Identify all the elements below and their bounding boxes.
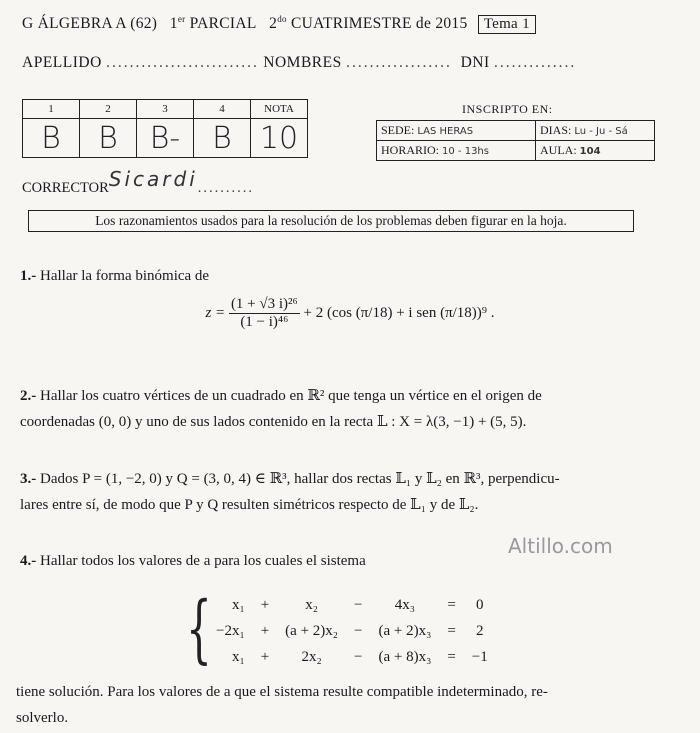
sede-cell <box>377 121 536 141</box>
problem-1-number: 1.- <box>20 268 37 284</box>
dias-cell <box>536 121 655 141</box>
problem-3 <box>20 469 560 488</box>
cuatrimestre-sup: do <box>277 14 287 24</box>
sys-eq: = <box>447 622 456 639</box>
sys-term: −2x₁ <box>216 622 245 639</box>
system-row <box>208 618 496 644</box>
watermark: Altillo.com <box>508 534 613 558</box>
dni-label: DNI <box>460 54 490 71</box>
problem-4 <box>20 553 366 570</box>
problem-4-number: 4.- <box>20 553 37 569</box>
sys-term: 4x₃ <box>394 596 416 613</box>
apellido-field[interactable]: .......................... <box>106 54 259 71</box>
formula-rest: + 2 (cos (π/18) + i sen (π/18))⁹ . <box>303 304 495 321</box>
system-row <box>208 592 496 618</box>
sys-op: + <box>260 648 270 665</box>
problem-4-text: Hallar todos los valores de a para los cuales el sistema <box>40 553 366 569</box>
grade-value: 10 <box>251 119 308 158</box>
sys-term: x₁ <box>231 596 245 613</box>
grade-header: 3 <box>137 100 194 119</box>
grades-value-row <box>23 119 308 158</box>
sys-op: − <box>354 648 363 665</box>
cuatrimestre-label: CUATRIMESTRE de 2015 <box>291 15 468 33</box>
formula-z <box>0 296 700 331</box>
system-brace: { <box>186 586 212 672</box>
problem-4-after1: tiene solución. Para los valores de a que el sistema resulte compatible indeterminado, re- <box>16 684 548 700</box>
system-table <box>208 592 496 670</box>
sys-eq: = <box>447 648 456 665</box>
horario-value: 10 - 13hs <box>442 146 489 157</box>
problem-2-line2: coordenadas (0, 0) y uno de sus lados contenido en la recta 𝕃 : X = λ(3, −1) + (5, 5). <box>20 414 527 430</box>
grade-value: B <box>80 119 137 158</box>
sys-eq: = <box>447 596 456 613</box>
grades-header-row <box>23 100 308 119</box>
nombres-field[interactable]: .................. <box>346 54 452 71</box>
grade-header: 2 <box>80 100 137 119</box>
formula-lhs: z = <box>205 304 226 321</box>
problem-2-number: 2.- <box>20 388 37 404</box>
parcial-sup: er <box>177 14 186 24</box>
parcial-label: PARCIAL <box>189 15 257 33</box>
horario-label: HORARIO: <box>381 143 440 157</box>
apellido-label: APELLIDO <box>22 54 102 71</box>
horario-cell <box>377 141 536 161</box>
grade-value: B <box>23 119 80 158</box>
instructions-note: Los razonamientos usados para la resolución de los problemas deben figurar en la hoja. <box>28 210 634 232</box>
inscripto-table <box>376 120 655 161</box>
exam-title <box>22 14 536 34</box>
corrector-signature: Sicardi <box>108 167 198 191</box>
sys-op: − <box>354 596 363 613</box>
sys-term: (a + 8)x₃ <box>378 648 432 665</box>
corrector-dots: .......... <box>197 180 254 196</box>
sys-rhs: −1 <box>471 648 488 665</box>
sys-term: 2x₂ <box>301 648 322 665</box>
aula-value: 104 <box>579 146 601 157</box>
aula-cell <box>536 141 655 161</box>
sys-term: x₂ <box>305 596 318 613</box>
sede-label: SEDE: <box>381 123 415 137</box>
grade-header: 1 <box>23 100 80 119</box>
dni-field[interactable]: .............. <box>494 54 577 71</box>
formula-denominator: (1 − i)⁴⁶ <box>240 314 289 330</box>
course-name: G ÁLGEBRA A (62) <box>22 15 158 33</box>
aula-label: AULA: <box>540 143 577 157</box>
grade-header: NOTA <box>251 100 308 119</box>
sys-rhs: 2 <box>476 622 484 639</box>
sys-op: − <box>354 622 363 639</box>
tema-box: Tema 1 <box>478 15 536 34</box>
sede-value: LAS HERAS <box>417 126 474 137</box>
sys-op: + <box>260 622 270 639</box>
problem-1 <box>20 268 209 285</box>
problem-3-number: 3.- <box>20 471 37 487</box>
corrector-row <box>22 167 254 197</box>
system-row <box>208 644 496 670</box>
dias-label: DIAS: <box>540 123 572 137</box>
sys-term: (a + 2)x₃ <box>378 622 432 639</box>
sys-term: (a + 2)x₂ <box>285 622 339 639</box>
dias-value: Lu - Ju - Sá <box>574 126 628 137</box>
sys-op: + <box>260 596 270 613</box>
problem-2 <box>20 386 542 405</box>
problem-3-line1: Dados P = (1, −2, 0) y Q = (3, 0, 4) ∈ ℝ³, hallar dos rectas 𝕃₁ y 𝕃₂ en ℝ³, perpendicu- <box>40 471 560 487</box>
inscripto-title: INSCRIPTO EN: <box>462 102 553 116</box>
formula-numerator: (1 + √3 i)²⁶ <box>230 296 298 312</box>
grades-table <box>22 99 308 158</box>
problem-3-line2: lares entre sí, de modo que P y Q resulten simétricos respecto de 𝕃₁ y de 𝕃₂. <box>20 497 479 513</box>
grade-value: B- <box>137 119 194 158</box>
student-fields <box>22 54 576 72</box>
grade-value: B <box>194 119 251 158</box>
sys-term: x₁ <box>231 648 245 665</box>
formula-fraction <box>229 296 300 331</box>
parcial-number: 1 <box>169 15 178 33</box>
corrector-label: CORRECTOR <box>22 180 109 196</box>
problem-2-line1: Hallar los cuatro vértices de un cuadrado en ℝ² que tenga un vértice en el origen de <box>40 388 542 404</box>
cuatrimestre-number: 2 <box>269 15 278 33</box>
problem-4-after2: solverlo. <box>16 710 69 726</box>
grade-header: 4 <box>194 100 251 119</box>
sys-rhs: 0 <box>476 596 484 613</box>
nombres-label: NOMBRES <box>263 54 342 71</box>
problem-1-text: Hallar la forma binómica de <box>40 268 210 284</box>
